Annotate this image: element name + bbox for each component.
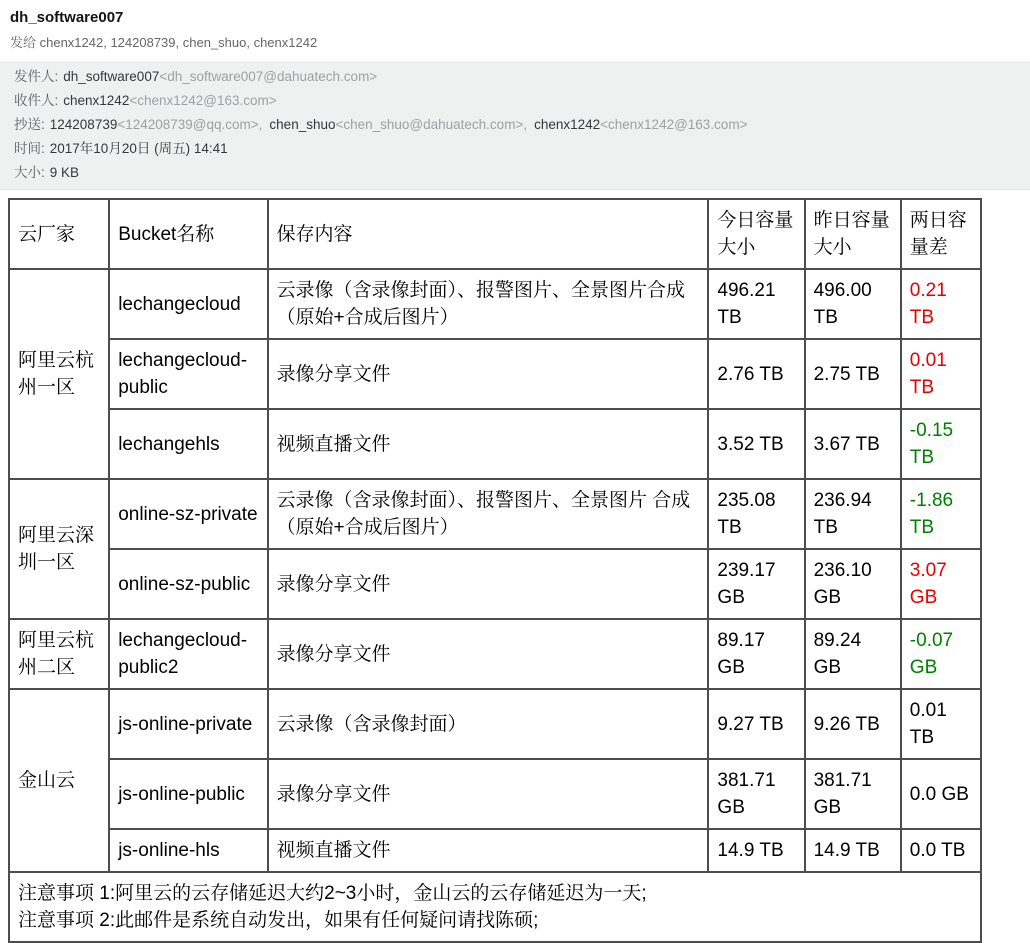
diff-cell (901, 339, 981, 409)
content-cell: 云录像（含录像封面）、报警图片、全景图片合成（原始+合成后图片） (268, 269, 709, 339)
diff-value: 0.01 TB (909, 700, 947, 748)
diff-value: 0.0 GB (909, 783, 969, 805)
content-cell: 云录像（含录像封面）、报警图片、全景图片 合成（原始+合成后图片） (268, 479, 709, 549)
diff-cell (901, 619, 981, 689)
recipient-name: chenx1242 (63, 93, 130, 108)
content-cell: 视频直播文件 (268, 829, 709, 872)
diff-value: 0.0 TB (909, 840, 966, 861)
table-row (9, 549, 981, 619)
vendor-cell: 阿里云杭州一区 (9, 269, 109, 479)
bucket-cell: lechangecloud-public2 (109, 619, 267, 689)
meta-row-cc (14, 113, 1016, 137)
today-cell: 14.9 TB (708, 829, 804, 872)
from-label: 发件人: (14, 69, 59, 84)
time-label: 时间: (14, 141, 45, 156)
table-header-row (9, 199, 981, 269)
col-header-yesterday: 昨日容量大小 (805, 199, 901, 269)
today-cell: 89.17 GB (708, 619, 804, 689)
yesterday-cell: 236.10 GB (805, 549, 901, 619)
cc-address: <chenx1242@163.com> (600, 117, 748, 132)
bucket-cell: lechangecloud-public (109, 339, 267, 409)
yesterday-cell: 3.67 TB (805, 409, 901, 479)
table-row (9, 689, 981, 759)
note-line-1: 注意事项 1:阿里云的云存储延迟大约2~3小时，金山云的云存储延迟为一天; (18, 883, 647, 904)
bucket-cell: js-online-hls (109, 829, 267, 872)
yesterday-cell: 14.9 TB (805, 829, 901, 872)
vendor-cell: 阿里云深圳一区 (9, 479, 109, 619)
today-cell: 9.27 TB (708, 689, 804, 759)
size-label: 大小: (14, 165, 45, 180)
content-cell: 云录像（含录像封面） (268, 689, 709, 759)
email-subject: dh_software007 (10, 9, 124, 26)
col-header-today: 今日容量大小 (708, 199, 804, 269)
diff-cell (901, 269, 981, 339)
today-cell: 239.17 GB (708, 549, 804, 619)
email-meta-panel (0, 61, 1030, 190)
yesterday-cell: 236.94 TB (805, 479, 901, 549)
table-row (9, 409, 981, 479)
today-cell: 235.08 TB (708, 479, 804, 549)
diff-cell (901, 409, 981, 479)
content-cell: 录像分享文件 (268, 619, 709, 689)
col-header-vendor: 云厂家 (9, 199, 109, 269)
table-row (9, 479, 981, 549)
size-value: 9 KB (49, 165, 80, 180)
today-cell: 496.21 TB (708, 269, 804, 339)
bucket-cell: lechangecloud (109, 269, 267, 339)
to-label: 收件人: (14, 93, 59, 108)
diff-cell (901, 829, 981, 872)
sender-name: dh_software007 (63, 69, 160, 84)
cc-name: chen_shuo (269, 117, 336, 132)
yesterday-cell: 89.24 GB (805, 619, 901, 689)
diff-value: 0.01 TB (909, 350, 947, 398)
storage-table (8, 198, 982, 943)
diff-cell (901, 689, 981, 759)
recipients-summary: 发给 chenx1242, 124208739, chen_shuo, chenx1242 (10, 35, 318, 50)
table-row (9, 759, 981, 829)
diff-cell (901, 549, 981, 619)
meta-row-to (14, 89, 1016, 113)
table-row (9, 269, 981, 339)
today-cell: 2.76 TB (708, 339, 804, 409)
bucket-cell: online-sz-public (109, 549, 267, 619)
col-header-content: 保存内容 (268, 199, 709, 269)
diff-value: -0.15 TB (909, 420, 954, 468)
yesterday-cell: 496.00 TB (805, 269, 901, 339)
yesterday-cell: 381.71 GB (805, 759, 901, 829)
bucket-cell: js-online-private (109, 689, 267, 759)
vendor-cell: 金山云 (9, 689, 109, 872)
notes-cell (9, 872, 981, 942)
content-cell: 录像分享文件 (268, 549, 709, 619)
sender-address: <dh_software007@dahuatech.com> (159, 69, 378, 84)
cc-address: <124208739@qq.com>, (117, 117, 263, 132)
diff-value: -1.86 TB (909, 490, 954, 538)
cc-name: 124208739 (49, 117, 118, 132)
diff-cell (901, 479, 981, 549)
diff-value: -0.07 GB (909, 630, 954, 678)
table-row (9, 339, 981, 409)
meta-row-size (14, 161, 1016, 185)
meta-row-time (14, 137, 1016, 161)
vendor-cell: 阿里云杭州二区 (9, 619, 109, 689)
content-cell: 录像分享文件 (268, 759, 709, 829)
yesterday-cell: 2.75 TB (805, 339, 901, 409)
note-line-2: 注意事项 2:此邮件是系统自动发出，如果有任何疑问请找陈硕; (18, 910, 539, 931)
bucket-cell: js-online-public (109, 759, 267, 829)
meta-row-from (14, 65, 1016, 89)
diff-value: 0.21 TB (909, 280, 947, 328)
content-cell: 录像分享文件 (268, 339, 709, 409)
time-value: 2017年10月20日 (周五) 14:41 (49, 141, 228, 156)
today-cell: 3.52 TB (708, 409, 804, 479)
recipient-address: <chenx1242@163.com> (129, 93, 277, 108)
cc-label: 抄送: (14, 117, 45, 132)
diff-value: 3.07 GB (909, 560, 947, 608)
table-row (9, 829, 981, 872)
col-header-bucket: Bucket名称 (109, 199, 267, 269)
diff-cell (901, 759, 981, 829)
table-row (9, 619, 981, 689)
notes-row (9, 872, 981, 942)
col-header-diff: 两日容量差 (901, 199, 981, 269)
yesterday-cell: 9.26 TB (805, 689, 901, 759)
content-cell: 视频直播文件 (268, 409, 709, 479)
bucket-cell: lechangehls (109, 409, 267, 479)
cc-address: <chen_shuo@dahuatech.com>, (335, 117, 528, 132)
today-cell: 381.71 GB (708, 759, 804, 829)
cc-name: chenx1242 (534, 117, 601, 132)
bucket-cell: online-sz-private (109, 479, 267, 549)
